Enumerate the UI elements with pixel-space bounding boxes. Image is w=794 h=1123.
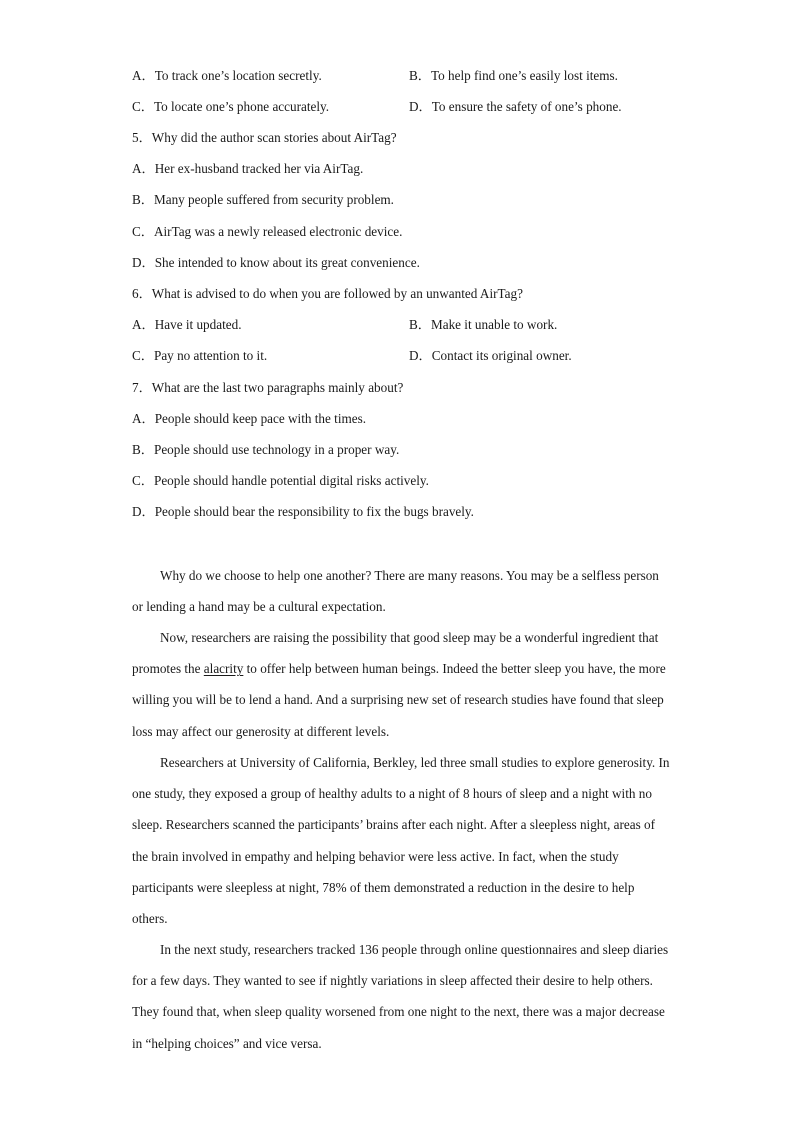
q5-option-a: A．Her ex-husband tracked her via AirTag. <box>132 161 364 176</box>
q6-option-c: C．Pay no attention to it. <box>132 348 268 363</box>
q7-option-d: D．People should bear the responsibility to fix the bugs bravely. <box>132 504 474 519</box>
passage-paragraph-3: Researchers at University of California, Berkley, led three small studies to explore generosity. In one study, they exposed a group of healthy adults to a night of 8 hours of sleep and a night with no sleep. Researchers scanned the participants’ brains after each night. After a sleepless night, areas of the brain involved in empathy and helping behavior were less active. In fact, when the study participants were sleepless at night, 78% of them demonstrated a reduction in the desire to help others. <box>132 755 670 927</box>
q6-option-b: B．Make it unable to work. <box>409 317 558 332</box>
q6-option-a: A．Have it updated. <box>132 317 242 332</box>
passage-paragraph-4: In the next study, researchers tracked 136 people through online questionnaires and sleep diaries for a few days. They wanted to see if nightly variations in sleep affected their desire to help others. They found that, when sleep quality worsened from one night to the next, there was a major decrease in “helping choices” and vice versa. <box>132 942 669 1051</box>
underlined-word-alacrity: alacrity <box>203 661 244 677</box>
q6-stem: 6．What is advised to do when you are followed by an unwanted AirTag? <box>132 286 523 301</box>
q7-stem: 7．What are the last two paragraphs mainly about? <box>132 380 404 395</box>
q4-option-c: C．To locate one’s phone accurately. <box>132 99 330 114</box>
passage-paragraph-2: Now, researchers are raising the possibility that good sleep may be a wonderful ingredient that promotes the alacrity to offer help between human beings. Indeed the better sleep you have, the more willing you will be to lend a hand. And a surprising new set of research studies have found that sleep loss may affect our generosity at different levels. <box>132 630 666 739</box>
q4-option-b: B．To help find one’s easily lost items. <box>409 68 618 83</box>
q7-option-c: C．People should handle potential digital risks actively. <box>132 473 429 488</box>
q5-stem: 5．Why did the author scan stories about AirTag? <box>132 130 397 145</box>
passage-paragraph-1: Why do we choose to help one another? There are many reasons. You may be a selfless person or lending a hand may be a cultural expectation. <box>132 568 659 615</box>
q5-option-d: D．She intended to know about its great convenience. <box>132 255 420 270</box>
q4-option-a: A．To track one’s location secretly. <box>132 68 322 83</box>
q5-option-b: B．Many people suffered from security problem. <box>132 192 394 207</box>
q4-option-d: D．To ensure the safety of one’s phone. <box>409 99 622 114</box>
q7-option-a: A．People should keep pace with the times. <box>132 411 367 426</box>
q7-option-b: B．People should use technology in a proper way. <box>132 442 400 457</box>
q6-option-d: D．Contact its original owner. <box>409 348 572 363</box>
q5-option-c: C．AirTag was a newly released electronic device. <box>132 224 403 239</box>
